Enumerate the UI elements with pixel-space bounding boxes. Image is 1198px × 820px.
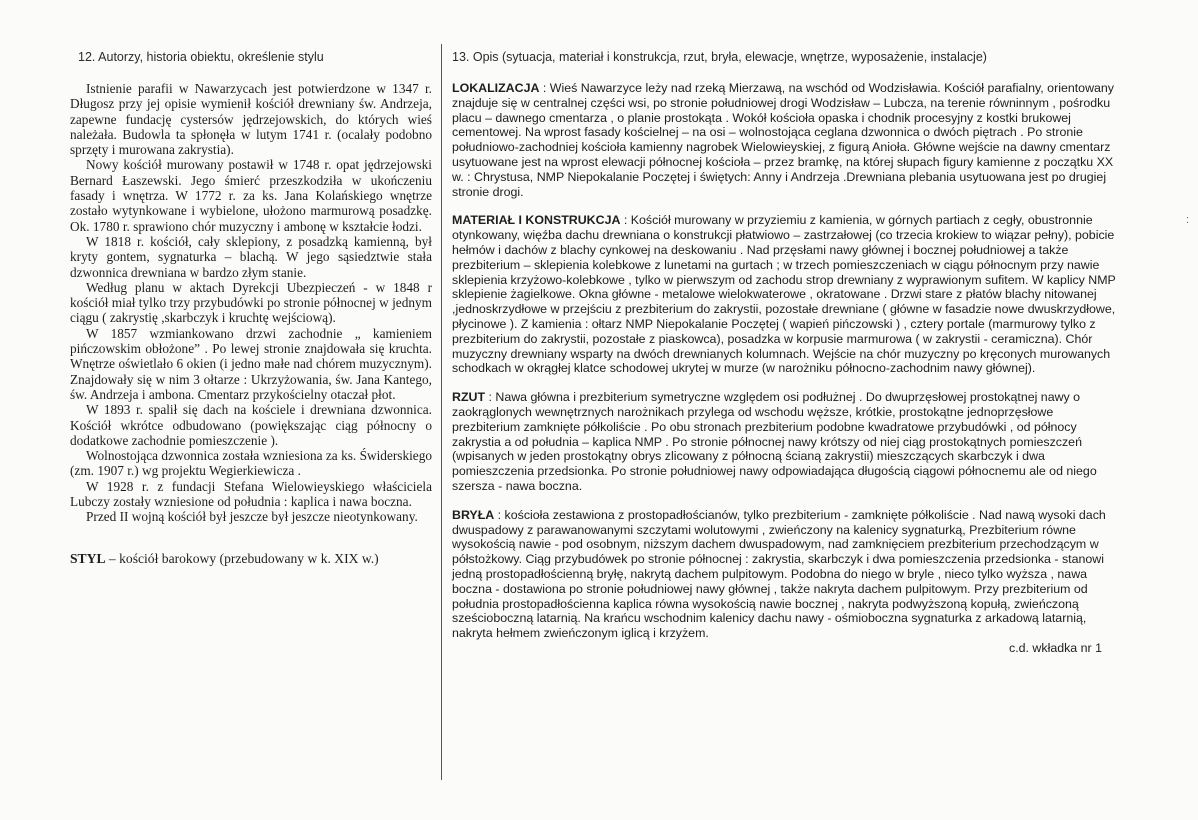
history-paragraph: W 1893 r. spalił się dach na kościele i drewniana dzwonnica. Kościół wkrótce odbudowano (powiększając ciąg północny o dodatkowe zachodnie pomieszczenie ). [70,402,432,448]
history-paragraph: W 1818 r. kościół, cały sklepiony, z posadzką kamienną, był kryty gontem, sygnaturka – blachą. W jego sąsiedztwie stała dzwonnica drewniana w bardzo złym stanie. [70,233,432,280]
column-divider [441,44,442,780]
section-body: : Wieś Nawarzyce leży nad rzeką Mierzawą, na wschód od Wodzisławia. Kościół parafialny, orientowany znajduje się w centralnej części wsi, po stronie południowej drogi Wodzisław – Lubcza, na terenie równinnym , pośrodku placu – dawnego cmentarza , o planie prostokąta . Wokół kościoła opaska i chodnik procesyjny z kostki brukowej cementowej. Na wprost fasady kościelnej – na osi – wolnostojąca ceglana dzwonnica o dwóch piętrach . Po stronie południowo-zachodniej kościoła kamienny nagrobek Wielowieyskiej, z figurą Anioła. Główne wejście na dawny cmentarz usytuowane jest na wprost elewacji północnej kościoła – przez bramkę, na której słupach figury kamienne z początku XX w. : Chrystusa, NMP Niepokalanie Poczętej i świętych: Anny i Andrzeja .Drewniana plebania usytuowana jest po drugiej stronie drogi. [452,81,1114,199]
section-rzut [452,390,1122,494]
history-paragraph: Według planu w aktach Dyrekcji Ubezpieczeń - w 1848 r kościół miał tylko trzy przybudówki po stronie północnej w jednym ciągu ( zakrystię ,skarbczyk i kruchtę wejściową). [70,279,432,326]
style-label: STYL [70,550,106,566]
section-body: : Kościół murowany w przyziemiu z kamienia, w górnych partiach z cegły, obustronnie otynkowany, więźba dachu drewniana o konstrukcji płatwiowo – zastrzałowej (co trzecia krokiew to wiązar pełny), pobicie hełmów i dachów z blachy cynkowej na deskowaniu . Nad przęsłami nawy głównej i bocznej południowej a także prezbiterium – sklepienia kolebkowe z lunetami na gurtach ; w trzech pomieszczeniach w ciągu północnym przy nawie sklepienia krzyżowo-kolebkowe , tylko w pierwszym od zachodu strop drewniany z wyprawionym sufitem. W kaplicy NMP sklepienie żagielkowe. Okna główne - metalowe wielokwaterowe , okratowane . Drzwi stare z płatów blachy nitowanej ,jednoskrzydłowe w przejściu z prezbiterium do zakrystii, pozostałe drewniane ( główne w fasadzie nowe dwuskrzydłowe, płycinowe ). Z kamienia : ołtarz NMP Niepokalanie Poczętej ( wapień pińczowski ) , cztery portale (marmurowy tylko z prezbiterium do zakrystii, pozostałe z piaskowca), posadzka w korpusie marmurowa ( w zakrystii - ceramiczna). Chór muzyczny drewniany wsparty na dwóch drewnianych kolumnach. Wejście na chór muzyczny po kręconych murowanych schodkach w okrągłej klatce schodowej ukrytej w murze (w narożniku północno-zachodnim nawy głównej). [452,213,1116,376]
section-13-header: 13. Opis (sytuacja, materiał i konstrukcja, rzut, bryła, elewacje, wnętrze, wyposażenie, instalacje) [452,50,987,64]
section-material [452,213,1122,376]
history-text [70,81,432,525]
section-12-header: 12. Autorzy, historia obiektu, określenie stylu [78,50,324,64]
section-lokalizacja [452,81,1122,199]
history-paragraph: W 1928 r. z fundacji Stefana Wielowieyskiego właściciela Lubczy zostały wzniesione od południa : kaplica i nawa boczna. [70,478,432,510]
margin-mark: : [1186,214,1190,226]
section-bryla [452,508,1122,641]
style-text: – kościół barokowy (przebudowany w k. XIX w.) [105,550,379,566]
history-paragraph: Nowy kościół murowany postawił w 1748 r. opat jędrzejowski Bernard Łaszewski. Jego śmierć przeszkodziła w ukończeniu fasady i wnętrza. W 1772 r. za ks. Jana Kolańskiego wnętrze zostało wytynkowane i wybielone, ułożono marmurową posadzkę. Ok. 1780 r. sprawiono chór muzyczny i ambonę w kształcie łodzi. [70,157,432,234]
section-heading: LOKALIZACJA [452,81,540,95]
history-paragraph: Istnienie parafii w Nawarzycach jest potwierdzone w 1347 r. Długosz przy jej opisie wymienił kościół drewniany św. Andrzeja, zapewne fundację cystersów jędrzejowskich, do których wieś należała. Budowla ta spłonęła w lutym 1741 r. (ocalały podobno sprzęty i murowana zakrystia). [70,81,432,158]
continuation-note: c.d. wkładka nr 1 [1009,640,1102,655]
right-column [452,50,1122,656]
section-body: : Nawa główna i prezbiterium symetryczne względem osi podłużnej . Do dwuprzęsłowej prostokątnej nawy o zaokrąglonych wewnętrznych narożnikach przylega od wschodu węższe, krótkie, prostokątne jednoprzęsłowe prezbiterium zamknięte półkoliście . Po obu stronach prezbiterium podobne kwadratowe przybudówki , od północy zakrystia a od południa – kaplica NMP . Po stronie północnej nawy krótszy od niej ciąg prostokątnych pomieszczeń (wpisanych w jeden prostokątny obrys zlicowany z północną ścianą zakrystii) mieszczących skarbczyk i dwa pomieszczenia przedsionka. Po stronie południowej nawy odpowiadająca długością ciągowi północnemu ale od niego szersza - nawa boczna. [452,390,1097,493]
style-line [70,551,432,567]
history-paragraph: W 1857 wzmiankowano drzwi zachodnie „ kamieniem pińczowskim obłożone” . Po lewej stronie znajdowała się kruchta. Wnętrze oświetlało 6 okien (i jedno małe nad chórem muzycznym). Znajdowały się w nim 3 ołtarze : Ukrzyżowania, św. Jana Kantego, św. Andrzeja i ambona. Cmentarz przykościelny otaczał płot. [70,325,432,402]
section-body: : kościoła zestawiona z prostopadłościanów, tylko prezbiterium - zamknięte półkoliście . Nad nawą wysoki dach dwuspadowy z parawanowanymi szczytami wolutowymi , zwieńczony na kalenicy sygnaturką, Prezbiterium równe wysokością nawie - pod osobnym, niższym dachem dwuspadowym, nad zamknięciem prezbiterium przechodzącym w półstożkowy. Ciąg przybudówek po stronie północnej : zakrystia, skarbczyk i dwa pomieszczenia przedsionka - stanowi jedną prostopadłościenną bryłę, nakrytą dachem pulpitowym. Podobna do niego w bryle , nieco tylko wyższa , nawa boczna - dostawiona po stronie południowej nawy głównej , także nakryta dachem pulpitowym. Przy prezbiterium od południa prostopadłościenna kaplica równa wysokością nawie bocznej , nakryta podwyższoną kopułą, zwieńczoną sześcioboczną latarnią. Na krańcu wschodnim kalenicy dachu nawy - ośmioboczna sygnaturka z arkadową latarnią, nakryta hełmem zwieńczonym iglicą i krzyżem. [452,507,1106,641]
section-heading: RZUT [452,390,486,405]
section-heading: MATERIAŁ I KONSTRUKCJA [452,213,621,228]
history-paragraph: Wolnostojąca dzwonnica została wzniesiona za ks. Świderskiego (zm. 1907 r.) wg projektu Wegierkiewicza . [70,448,432,479]
section-heading: BRYŁA [452,507,495,522]
left-column [70,50,432,567]
history-paragraph: Przed II wojną kościół był jeszcze był jeszcze nieotynkowany. [86,509,418,525]
